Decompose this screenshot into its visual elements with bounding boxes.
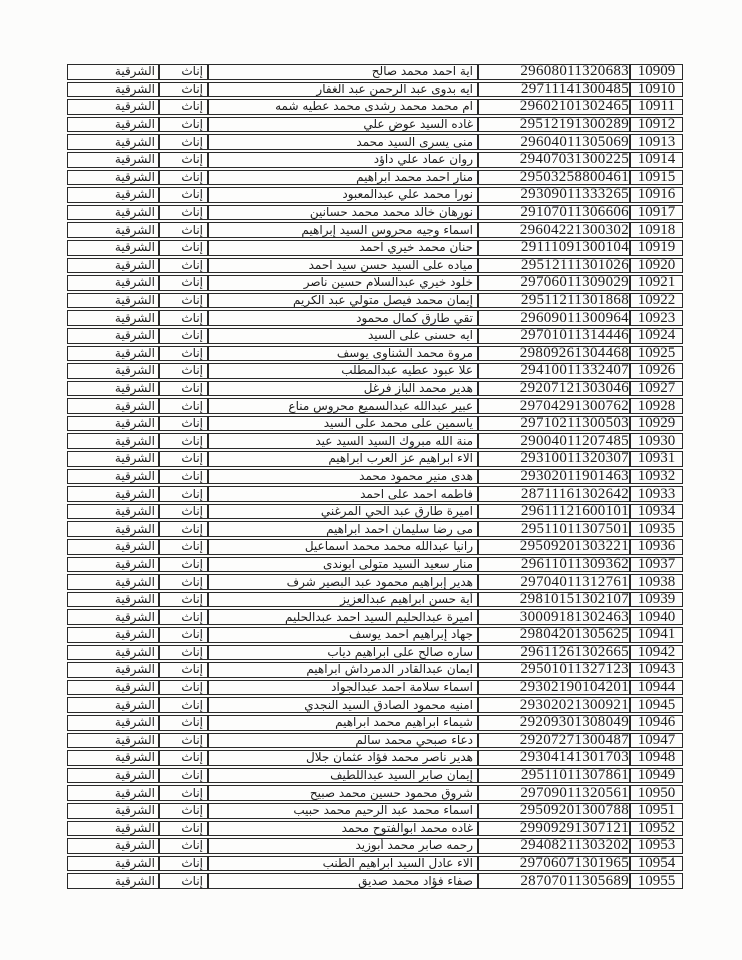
national-id-cell: 29804201305625 bbox=[478, 627, 630, 643]
name-cell: خلود خيري عبدالسلام حسين ناصر bbox=[208, 275, 478, 291]
governorate-cell: الشرقية bbox=[67, 521, 159, 537]
gender-cell: إناث bbox=[159, 733, 208, 749]
seq-cell: 10915 bbox=[630, 170, 683, 186]
national-id-cell: 29509201300788 bbox=[478, 803, 630, 819]
governorate-cell: الشرقية bbox=[67, 134, 159, 150]
seq-cell: 10953 bbox=[630, 838, 683, 854]
national-id-cell: 29710211300503 bbox=[478, 416, 630, 432]
gender-cell: إناث bbox=[159, 521, 208, 537]
name-cell: الاء عادل السيد ابراهيم الطنب bbox=[208, 856, 478, 872]
gender-cell: إناث bbox=[159, 293, 208, 309]
seq-cell: 10939 bbox=[630, 592, 683, 608]
table-row bbox=[67, 433, 683, 449]
seq-cell: 10929 bbox=[630, 416, 683, 432]
national-id-cell: 29512191300289 bbox=[478, 117, 630, 133]
name-cell: امنيه محمود الصادق السيد النجدي bbox=[208, 697, 478, 713]
seq-cell: 10919 bbox=[630, 240, 683, 256]
gender-cell: إناث bbox=[159, 750, 208, 766]
governorate-cell: الشرقية bbox=[67, 750, 159, 766]
national-id-cell: 28711161302642 bbox=[478, 486, 630, 502]
seq-cell: 10932 bbox=[630, 469, 683, 485]
national-id-cell: 29511011307501 bbox=[478, 521, 630, 537]
table-row bbox=[67, 451, 683, 467]
seq-cell: 10945 bbox=[630, 697, 683, 713]
seq-cell: 10955 bbox=[630, 873, 683, 889]
table-row bbox=[67, 258, 683, 274]
name-cell: مروة محمد الشناوى يوسف bbox=[208, 346, 478, 362]
gender-cell: إناث bbox=[159, 803, 208, 819]
gender-cell: إناث bbox=[159, 557, 208, 573]
governorate-cell: الشرقية bbox=[67, 310, 159, 326]
seq-cell: 10913 bbox=[630, 134, 683, 150]
table-row bbox=[67, 715, 683, 731]
table-row bbox=[67, 170, 683, 186]
governorate-cell: الشرقية bbox=[67, 416, 159, 432]
name-cell: ام محمد محمد رشدى محمد عطيه شمه bbox=[208, 99, 478, 115]
table-row bbox=[67, 486, 683, 502]
name-cell: منار احمد محمد ابراهيم bbox=[208, 170, 478, 186]
gender-cell: إناث bbox=[159, 627, 208, 643]
governorate-cell: الشرقية bbox=[67, 609, 159, 625]
governorate-cell: الشرقية bbox=[67, 363, 159, 379]
name-cell: اسماء محمد عبد الرحيم محمد حبيب bbox=[208, 803, 478, 819]
table-row bbox=[67, 152, 683, 168]
table-row bbox=[67, 416, 683, 432]
governorate-cell: الشرقية bbox=[67, 504, 159, 520]
national-id-cell: 29304141301703 bbox=[478, 750, 630, 766]
table-row bbox=[67, 627, 683, 643]
governorate-cell: الشرقية bbox=[67, 803, 159, 819]
seq-cell: 10926 bbox=[630, 363, 683, 379]
name-cell: اسماء سلامة احمد عبدالجواد bbox=[208, 680, 478, 696]
table-row bbox=[67, 803, 683, 819]
table-row bbox=[67, 504, 683, 520]
table-row bbox=[67, 856, 683, 872]
seq-cell: 10927 bbox=[630, 381, 683, 397]
seq-cell: 10937 bbox=[630, 557, 683, 573]
national-id-cell: 29608011320683 bbox=[478, 64, 630, 80]
seq-cell: 10911 bbox=[630, 99, 683, 115]
table-row bbox=[67, 99, 683, 115]
name-cell: اميرة عبدالحليم السيد احمد عبدالحليم bbox=[208, 609, 478, 625]
governorate-cell: الشرقية bbox=[67, 539, 159, 555]
name-cell: غاده السيد عوض علي bbox=[208, 117, 478, 133]
table-row bbox=[67, 521, 683, 537]
name-cell: هدى منير محمود محمد bbox=[208, 469, 478, 485]
governorate-cell: الشرقية bbox=[67, 838, 159, 854]
governorate-cell: الشرقية bbox=[67, 222, 159, 238]
seq-cell: 10909 bbox=[630, 64, 683, 80]
gender-cell: إناث bbox=[159, 310, 208, 326]
national-id-cell: 29302021300921 bbox=[478, 697, 630, 713]
table-row bbox=[67, 557, 683, 573]
governorate-cell: الشرقية bbox=[67, 856, 159, 872]
seq-cell: 10942 bbox=[630, 645, 683, 661]
governorate-cell: الشرقية bbox=[67, 733, 159, 749]
seq-cell: 10933 bbox=[630, 486, 683, 502]
gender-cell: إناث bbox=[159, 715, 208, 731]
gender-cell: إناث bbox=[159, 416, 208, 432]
name-cell: فاطمه احمد على احمد bbox=[208, 486, 478, 502]
table-row bbox=[67, 293, 683, 309]
gender-cell: إناث bbox=[159, 821, 208, 837]
gender-cell: إناث bbox=[159, 838, 208, 854]
seq-cell: 10910 bbox=[630, 82, 683, 98]
table-row bbox=[67, 328, 683, 344]
table-row bbox=[67, 768, 683, 784]
seq-cell: 10936 bbox=[630, 539, 683, 555]
gender-cell: إناث bbox=[159, 82, 208, 98]
national-id-cell: 29207121303046 bbox=[478, 381, 630, 397]
seq-cell: 10925 bbox=[630, 346, 683, 362]
national-id-cell: 29209301308049 bbox=[478, 715, 630, 731]
table-row bbox=[67, 539, 683, 555]
national-id-cell: 29408211303202 bbox=[478, 838, 630, 854]
national-id-cell: 29309011333265 bbox=[478, 187, 630, 203]
national-id-cell: 29302011901463 bbox=[478, 469, 630, 485]
national-id-cell: 29310011320307 bbox=[478, 451, 630, 467]
name-cell: صفاء فؤاد محمد صديق bbox=[208, 873, 478, 889]
national-id-cell: 29111091300104 bbox=[478, 240, 630, 256]
seq-cell: 10950 bbox=[630, 785, 683, 801]
gender-cell: إناث bbox=[159, 469, 208, 485]
seq-cell: 10946 bbox=[630, 715, 683, 731]
governorate-cell: الشرقية bbox=[67, 592, 159, 608]
gender-cell: إناث bbox=[159, 433, 208, 449]
table-row bbox=[67, 873, 683, 889]
national-id-cell: 28707011305689 bbox=[478, 873, 630, 889]
national-id-cell: 29604011305069 bbox=[478, 134, 630, 150]
table-row bbox=[67, 592, 683, 608]
national-id-cell: 29701011314446 bbox=[478, 328, 630, 344]
national-id-cell: 29611011309362 bbox=[478, 557, 630, 573]
seq-cell: 10931 bbox=[630, 451, 683, 467]
governorate-cell: الشرقية bbox=[67, 697, 159, 713]
table-row bbox=[67, 469, 683, 485]
name-cell: شيماء ابراهيم محمد ابراهيم bbox=[208, 715, 478, 731]
national-id-cell: 29704291300762 bbox=[478, 398, 630, 414]
name-cell: ايه بدوى عبد الرحمن عبد الغفار bbox=[208, 82, 478, 98]
national-id-cell: 29706071301965 bbox=[478, 856, 630, 872]
name-cell: روان عماد علي داؤد bbox=[208, 152, 478, 168]
gender-cell: إناث bbox=[159, 363, 208, 379]
gender-cell: إناث bbox=[159, 609, 208, 625]
national-id-cell: 29503258800461 bbox=[478, 170, 630, 186]
gender-cell: إناث bbox=[159, 592, 208, 608]
governorate-cell: الشرقية bbox=[67, 557, 159, 573]
national-id-cell: 29611121600101 bbox=[478, 504, 630, 520]
name-cell: تقي طارق كمال محمود bbox=[208, 310, 478, 326]
gender-cell: إناث bbox=[159, 170, 208, 186]
governorate-cell: الشرقية bbox=[67, 328, 159, 344]
table-row bbox=[67, 187, 683, 203]
seq-cell: 10912 bbox=[630, 117, 683, 133]
national-id-cell: 29810151302107 bbox=[478, 592, 630, 608]
name-cell: ايمان عبدالقادر الدمرداش ابراهيم bbox=[208, 662, 478, 678]
gender-cell: إناث bbox=[159, 785, 208, 801]
national-id-cell: 29512111301026 bbox=[478, 258, 630, 274]
table-row bbox=[67, 574, 683, 590]
seq-cell: 10914 bbox=[630, 152, 683, 168]
national-id-cell: 29511011307861 bbox=[478, 768, 630, 784]
governorate-cell: الشرقية bbox=[67, 486, 159, 502]
table-row bbox=[67, 785, 683, 801]
table-row bbox=[67, 134, 683, 150]
national-id-cell: 30009181302463 bbox=[478, 609, 630, 625]
table-row bbox=[67, 222, 683, 238]
governorate-cell: الشرقية bbox=[67, 627, 159, 643]
governorate-cell: الشرقية bbox=[67, 258, 159, 274]
governorate-cell: الشرقية bbox=[67, 785, 159, 801]
gender-cell: إناث bbox=[159, 240, 208, 256]
table-body bbox=[67, 64, 683, 889]
governorate-cell: الشرقية bbox=[67, 645, 159, 661]
table-row bbox=[67, 821, 683, 837]
national-id-cell: 29611261302665 bbox=[478, 645, 630, 661]
governorate-cell: الشرقية bbox=[67, 64, 159, 80]
national-id-cell: 29809261304468 bbox=[478, 346, 630, 362]
gender-cell: إناث bbox=[159, 99, 208, 115]
name-cell: ايه حسنى على السيد bbox=[208, 328, 478, 344]
gender-cell: إناث bbox=[159, 328, 208, 344]
table-row bbox=[67, 82, 683, 98]
governorate-cell: الشرقية bbox=[67, 117, 159, 133]
governorate-cell: الشرقية bbox=[67, 293, 159, 309]
gender-cell: إناث bbox=[159, 222, 208, 238]
name-cell: غاده محمد ابوالفتوح محمد bbox=[208, 821, 478, 837]
governorate-cell: الشرقية bbox=[67, 469, 159, 485]
gender-cell: إناث bbox=[159, 64, 208, 80]
gender-cell: إناث bbox=[159, 697, 208, 713]
gender-cell: إناث bbox=[159, 856, 208, 872]
national-id-cell: 29609011300964 bbox=[478, 310, 630, 326]
table-row bbox=[67, 381, 683, 397]
table-row bbox=[67, 346, 683, 362]
national-id-cell: 29704011312761 bbox=[478, 574, 630, 590]
national-id-cell: 29501011327123 bbox=[478, 662, 630, 678]
gender-cell: إناث bbox=[159, 134, 208, 150]
governorate-cell: الشرقية bbox=[67, 152, 159, 168]
name-cell: منى يسرى السيد محمد bbox=[208, 134, 478, 150]
seq-cell: 10948 bbox=[630, 750, 683, 766]
seq-cell: 10923 bbox=[630, 310, 683, 326]
table-row bbox=[67, 645, 683, 661]
seq-cell: 10944 bbox=[630, 680, 683, 696]
seq-cell: 10916 bbox=[630, 187, 683, 203]
name-cell: شروق محمود حسين محمد صبيح bbox=[208, 785, 478, 801]
governorate-cell: الشرقية bbox=[67, 662, 159, 678]
name-cell: رانيا عبدالله محمد محمد اسماعيل bbox=[208, 539, 478, 555]
seq-cell: 10947 bbox=[630, 733, 683, 749]
gender-cell: إناث bbox=[159, 152, 208, 168]
table-row bbox=[67, 733, 683, 749]
table-row bbox=[67, 838, 683, 854]
seq-cell: 10943 bbox=[630, 662, 683, 678]
table-row bbox=[67, 310, 683, 326]
national-id-cell: 29410011332407 bbox=[478, 363, 630, 379]
table-row bbox=[67, 697, 683, 713]
gender-cell: إناث bbox=[159, 258, 208, 274]
table-row bbox=[67, 680, 683, 696]
table-row bbox=[67, 750, 683, 766]
gender-cell: إناث bbox=[159, 486, 208, 502]
name-cell: إيمان صابر السيد عبداللطيف bbox=[208, 768, 478, 784]
table-row bbox=[67, 662, 683, 678]
name-cell: منة الله مبروك السيد السيد عيد bbox=[208, 433, 478, 449]
gender-cell: إناث bbox=[159, 680, 208, 696]
name-cell: رحمه صابر محمد أبوزيد bbox=[208, 838, 478, 854]
seq-cell: 10951 bbox=[630, 803, 683, 819]
table-row bbox=[67, 64, 683, 80]
governorate-cell: الشرقية bbox=[67, 205, 159, 221]
gender-cell: إناث bbox=[159, 451, 208, 467]
seq-cell: 10940 bbox=[630, 609, 683, 625]
seq-cell: 10930 bbox=[630, 433, 683, 449]
governorate-cell: الشرقية bbox=[67, 433, 159, 449]
governorate-cell: الشرقية bbox=[67, 768, 159, 784]
name-cell: إيمان محمد فيصل متولي عبد الكريم bbox=[208, 293, 478, 309]
national-id-cell: 29706011309029 bbox=[478, 275, 630, 291]
table-row bbox=[67, 609, 683, 625]
name-cell: أية حسن ابراهيم عبدالعزيز bbox=[208, 592, 478, 608]
students-table bbox=[67, 62, 683, 891]
name-cell: نورا محمد علي عبدالمعبود bbox=[208, 187, 478, 203]
gender-cell: إناث bbox=[159, 662, 208, 678]
governorate-cell: الشرقية bbox=[67, 381, 159, 397]
name-cell: مياده على السيد حسن سيد احمد bbox=[208, 258, 478, 274]
name-cell: هدير ناصر محمد فؤاد عثمان جلال bbox=[208, 750, 478, 766]
seq-cell: 10949 bbox=[630, 768, 683, 784]
name-cell: دعاء صبحي محمد سالم bbox=[208, 733, 478, 749]
name-cell: عبير عبدالله عبدالسميع محروس مناع bbox=[208, 398, 478, 414]
governorate-cell: الشرقية bbox=[67, 680, 159, 696]
national-id-cell: 29909291307121 bbox=[478, 821, 630, 837]
governorate-cell: الشرقية bbox=[67, 170, 159, 186]
seq-cell: 10921 bbox=[630, 275, 683, 291]
governorate-cell: الشرقية bbox=[67, 240, 159, 256]
national-id-cell: 29604221300302 bbox=[478, 222, 630, 238]
gender-cell: إناث bbox=[159, 398, 208, 414]
governorate-cell: الشرقية bbox=[67, 346, 159, 362]
seq-cell: 10917 bbox=[630, 205, 683, 221]
governorate-cell: الشرقية bbox=[67, 398, 159, 414]
name-cell: اميرة طارق عبد الحي المرغني bbox=[208, 504, 478, 520]
gender-cell: إناث bbox=[159, 768, 208, 784]
table-row bbox=[67, 205, 683, 221]
seq-cell: 10938 bbox=[630, 574, 683, 590]
name-cell: هدير محمد الباز فرغل bbox=[208, 381, 478, 397]
governorate-cell: الشرقية bbox=[67, 574, 159, 590]
table-row bbox=[67, 275, 683, 291]
name-cell: هدير إبراهيم محمود عبد البصير شرف bbox=[208, 574, 478, 590]
governorate-cell: الشرقية bbox=[67, 82, 159, 98]
name-cell: نورهان خالد محمد محمد حسانين bbox=[208, 205, 478, 221]
table-row bbox=[67, 240, 683, 256]
national-id-cell: 29511211301868 bbox=[478, 293, 630, 309]
seq-cell: 10935 bbox=[630, 521, 683, 537]
gender-cell: إناث bbox=[159, 205, 208, 221]
gender-cell: إناث bbox=[159, 873, 208, 889]
governorate-cell: الشرقية bbox=[67, 821, 159, 837]
name-cell: الاء ابراهيم عز العرب ابراهيم bbox=[208, 451, 478, 467]
name-cell: علا عبود عطيه عبدالمطلب bbox=[208, 363, 478, 379]
national-id-cell: 29709011320561 bbox=[478, 785, 630, 801]
name-cell: اسماء وجيه محروس السيد إبراهيم bbox=[208, 222, 478, 238]
seq-cell: 10922 bbox=[630, 293, 683, 309]
gender-cell: إناث bbox=[159, 381, 208, 397]
seq-cell: 10934 bbox=[630, 504, 683, 520]
table-row bbox=[67, 398, 683, 414]
national-id-cell: 29711141300485 bbox=[478, 82, 630, 98]
governorate-cell: الشرقية bbox=[67, 451, 159, 467]
governorate-cell: الشرقية bbox=[67, 715, 159, 731]
gender-cell: إناث bbox=[159, 117, 208, 133]
gender-cell: إناث bbox=[159, 275, 208, 291]
governorate-cell: الشرقية bbox=[67, 187, 159, 203]
national-id-cell: 29302190104201 bbox=[478, 680, 630, 696]
name-cell: ياسمين على محمد على السيد bbox=[208, 416, 478, 432]
name-cell: حنان محمد خيري احمد bbox=[208, 240, 478, 256]
name-cell: ساره صالح على ابراهيم دياب bbox=[208, 645, 478, 661]
national-id-cell: 29509201303221 bbox=[478, 539, 630, 555]
seq-cell: 10952 bbox=[630, 821, 683, 837]
governorate-cell: الشرقية bbox=[67, 99, 159, 115]
table-row bbox=[67, 363, 683, 379]
governorate-cell: الشرقية bbox=[67, 275, 159, 291]
national-id-cell: 29107011306606 bbox=[478, 205, 630, 221]
seq-cell: 10920 bbox=[630, 258, 683, 274]
gender-cell: إناث bbox=[159, 645, 208, 661]
gender-cell: إناث bbox=[159, 504, 208, 520]
national-id-cell: 29407031300225 bbox=[478, 152, 630, 168]
gender-cell: إناث bbox=[159, 539, 208, 555]
table-row bbox=[67, 117, 683, 133]
name-cell: اية احمد محمد صالح bbox=[208, 64, 478, 80]
gender-cell: إناث bbox=[159, 574, 208, 590]
name-cell: منار سعيد السيد متولى ابوندى bbox=[208, 557, 478, 573]
national-id-cell: 29207271300487 bbox=[478, 733, 630, 749]
gender-cell: إناث bbox=[159, 346, 208, 362]
seq-cell: 10928 bbox=[630, 398, 683, 414]
seq-cell: 10941 bbox=[630, 627, 683, 643]
seq-cell: 10954 bbox=[630, 856, 683, 872]
gender-cell: إناث bbox=[159, 187, 208, 203]
national-id-cell: 29004011207485 bbox=[478, 433, 630, 449]
name-cell: مى رضا سليمان احمد ابراهيم bbox=[208, 521, 478, 537]
seq-cell: 10924 bbox=[630, 328, 683, 344]
national-id-cell: 29602101302465 bbox=[478, 99, 630, 115]
name-cell: جهاد إبراهيم احمد يوسف bbox=[208, 627, 478, 643]
governorate-cell: الشرقية bbox=[67, 873, 159, 889]
seq-cell: 10918 bbox=[630, 222, 683, 238]
